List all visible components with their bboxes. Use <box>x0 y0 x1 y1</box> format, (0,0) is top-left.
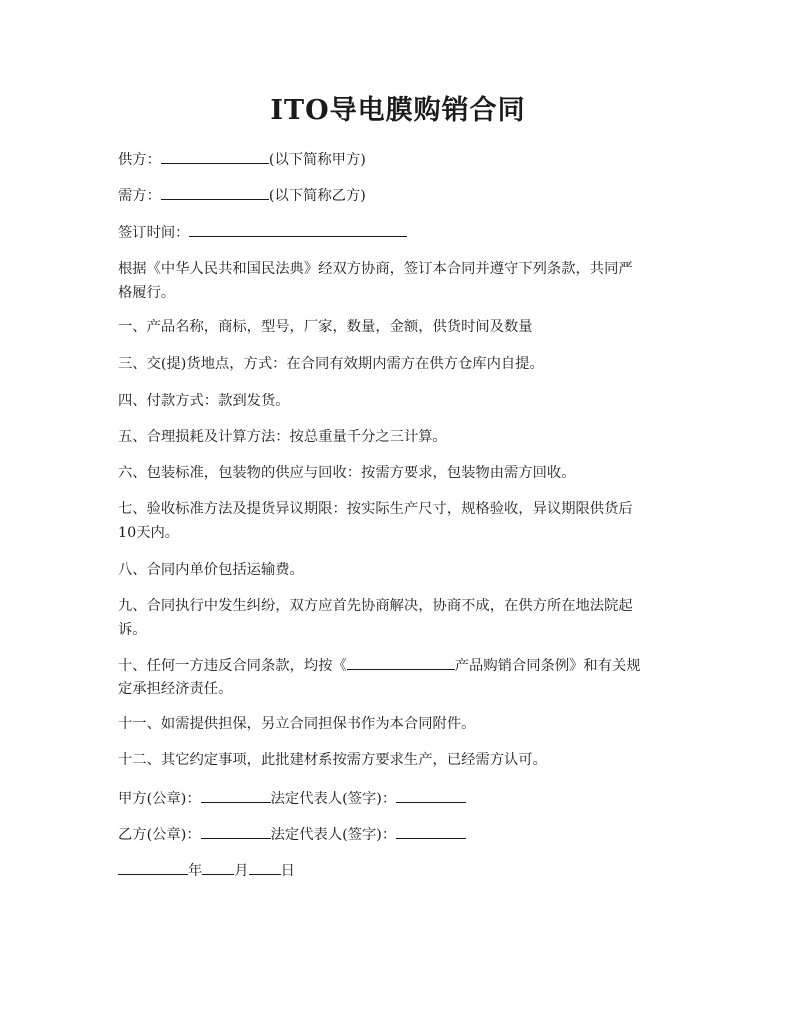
supplier-label: 供方： <box>118 152 161 168</box>
party-b-label: 乙方(公章)： <box>118 827 201 843</box>
document-title: ITO导电膜购销合同 <box>270 95 526 126</box>
clause-12: 十二、其它约定事项，此批建材系按需方要求生产，已经需方认可。 <box>118 752 547 768</box>
buyer-suffix: (以下简称乙方) <box>268 188 366 204</box>
sign-time-blank[interactable] <box>189 221 407 237</box>
party-a-rep-label: 法定代表人(签字)： <box>270 791 397 807</box>
supplier-blank[interactable] <box>161 148 269 164</box>
party-b-line <box>118 823 684 847</box>
clause-4: 四、付款方式：款到发货。 <box>118 393 290 409</box>
clause-5: 五、合理损耗及计算方法：按总重量千分之三计算。 <box>118 429 447 445</box>
buyer-blank[interactable] <box>161 184 269 200</box>
party-b-seal-blank[interactable] <box>201 823 271 839</box>
party-a-seal-blank[interactable] <box>201 787 271 803</box>
day-blank[interactable] <box>249 859 281 875</box>
buyer-label: 需方： <box>118 188 161 204</box>
clause-10-line-1 <box>118 654 684 678</box>
party-a-rep-blank[interactable] <box>396 787 466 803</box>
clause-7-line-1: 七、验收标准方法及提货异议期限：按实际生产尺寸，规格验收，异议期限供货后 <box>118 501 633 517</box>
clause-8: 八、合同内单价包括运输费。 <box>118 562 304 578</box>
supplier-line <box>118 148 684 172</box>
clause-7-line-2: 10天内。 <box>118 525 180 541</box>
buyer-line <box>118 184 684 208</box>
clause-10-blank[interactable] <box>347 654 455 670</box>
clause-1: 一、产品名称，商标，型号，厂家，数量，金额，供货时间及数量 <box>118 319 533 335</box>
clause-9-line-1: 九、合同执行中发生纠纷，双方应首先协商解决，协商不成，在供方所在地法院起 <box>118 598 633 614</box>
clause-9-line-2: 诉。 <box>118 622 147 638</box>
clause-3: 三、交(提)货地点，方式：在合同有效期内需方在供方仓库内自提。 <box>118 356 544 372</box>
day-label: 日 <box>280 863 295 879</box>
supplier-suffix: (以下简称甲方) <box>268 152 366 168</box>
intro-line-2: 格履行。 <box>118 285 176 301</box>
clause-10-prefix: 十、任何一方违反合同条款，均按《 <box>118 658 347 674</box>
party-b-rep-label: 法定代表人(签字)： <box>270 827 397 843</box>
clause-10-suffix: 产品购销合同条例》和有关规 <box>454 658 641 674</box>
party-a-line <box>118 787 684 811</box>
year-blank[interactable] <box>118 859 188 875</box>
year-label: 年 <box>188 863 203 879</box>
party-b-rep-blank[interactable] <box>396 823 466 839</box>
month-label: 月 <box>234 863 249 879</box>
sign-time-label: 签订时间： <box>118 225 190 241</box>
clause-10-line-2: 定承担经济责任。 <box>118 681 233 697</box>
clause-11: 十一、如需提供担保，另立合同担保书作为本合同附件。 <box>118 716 476 732</box>
sign-time-line <box>118 221 684 245</box>
party-a-label: 甲方(公章)： <box>118 791 201 807</box>
month-blank[interactable] <box>202 859 234 875</box>
date-line <box>118 859 684 883</box>
clause-6: 六、包装标准，包装物的供应与回收：按需方要求，包装物由需方回收。 <box>118 465 576 481</box>
intro-line-1: 根据《中华人民共和国民法典》经双方协商，签订本合同并遵守下列条款，共同严 <box>118 261 633 277</box>
